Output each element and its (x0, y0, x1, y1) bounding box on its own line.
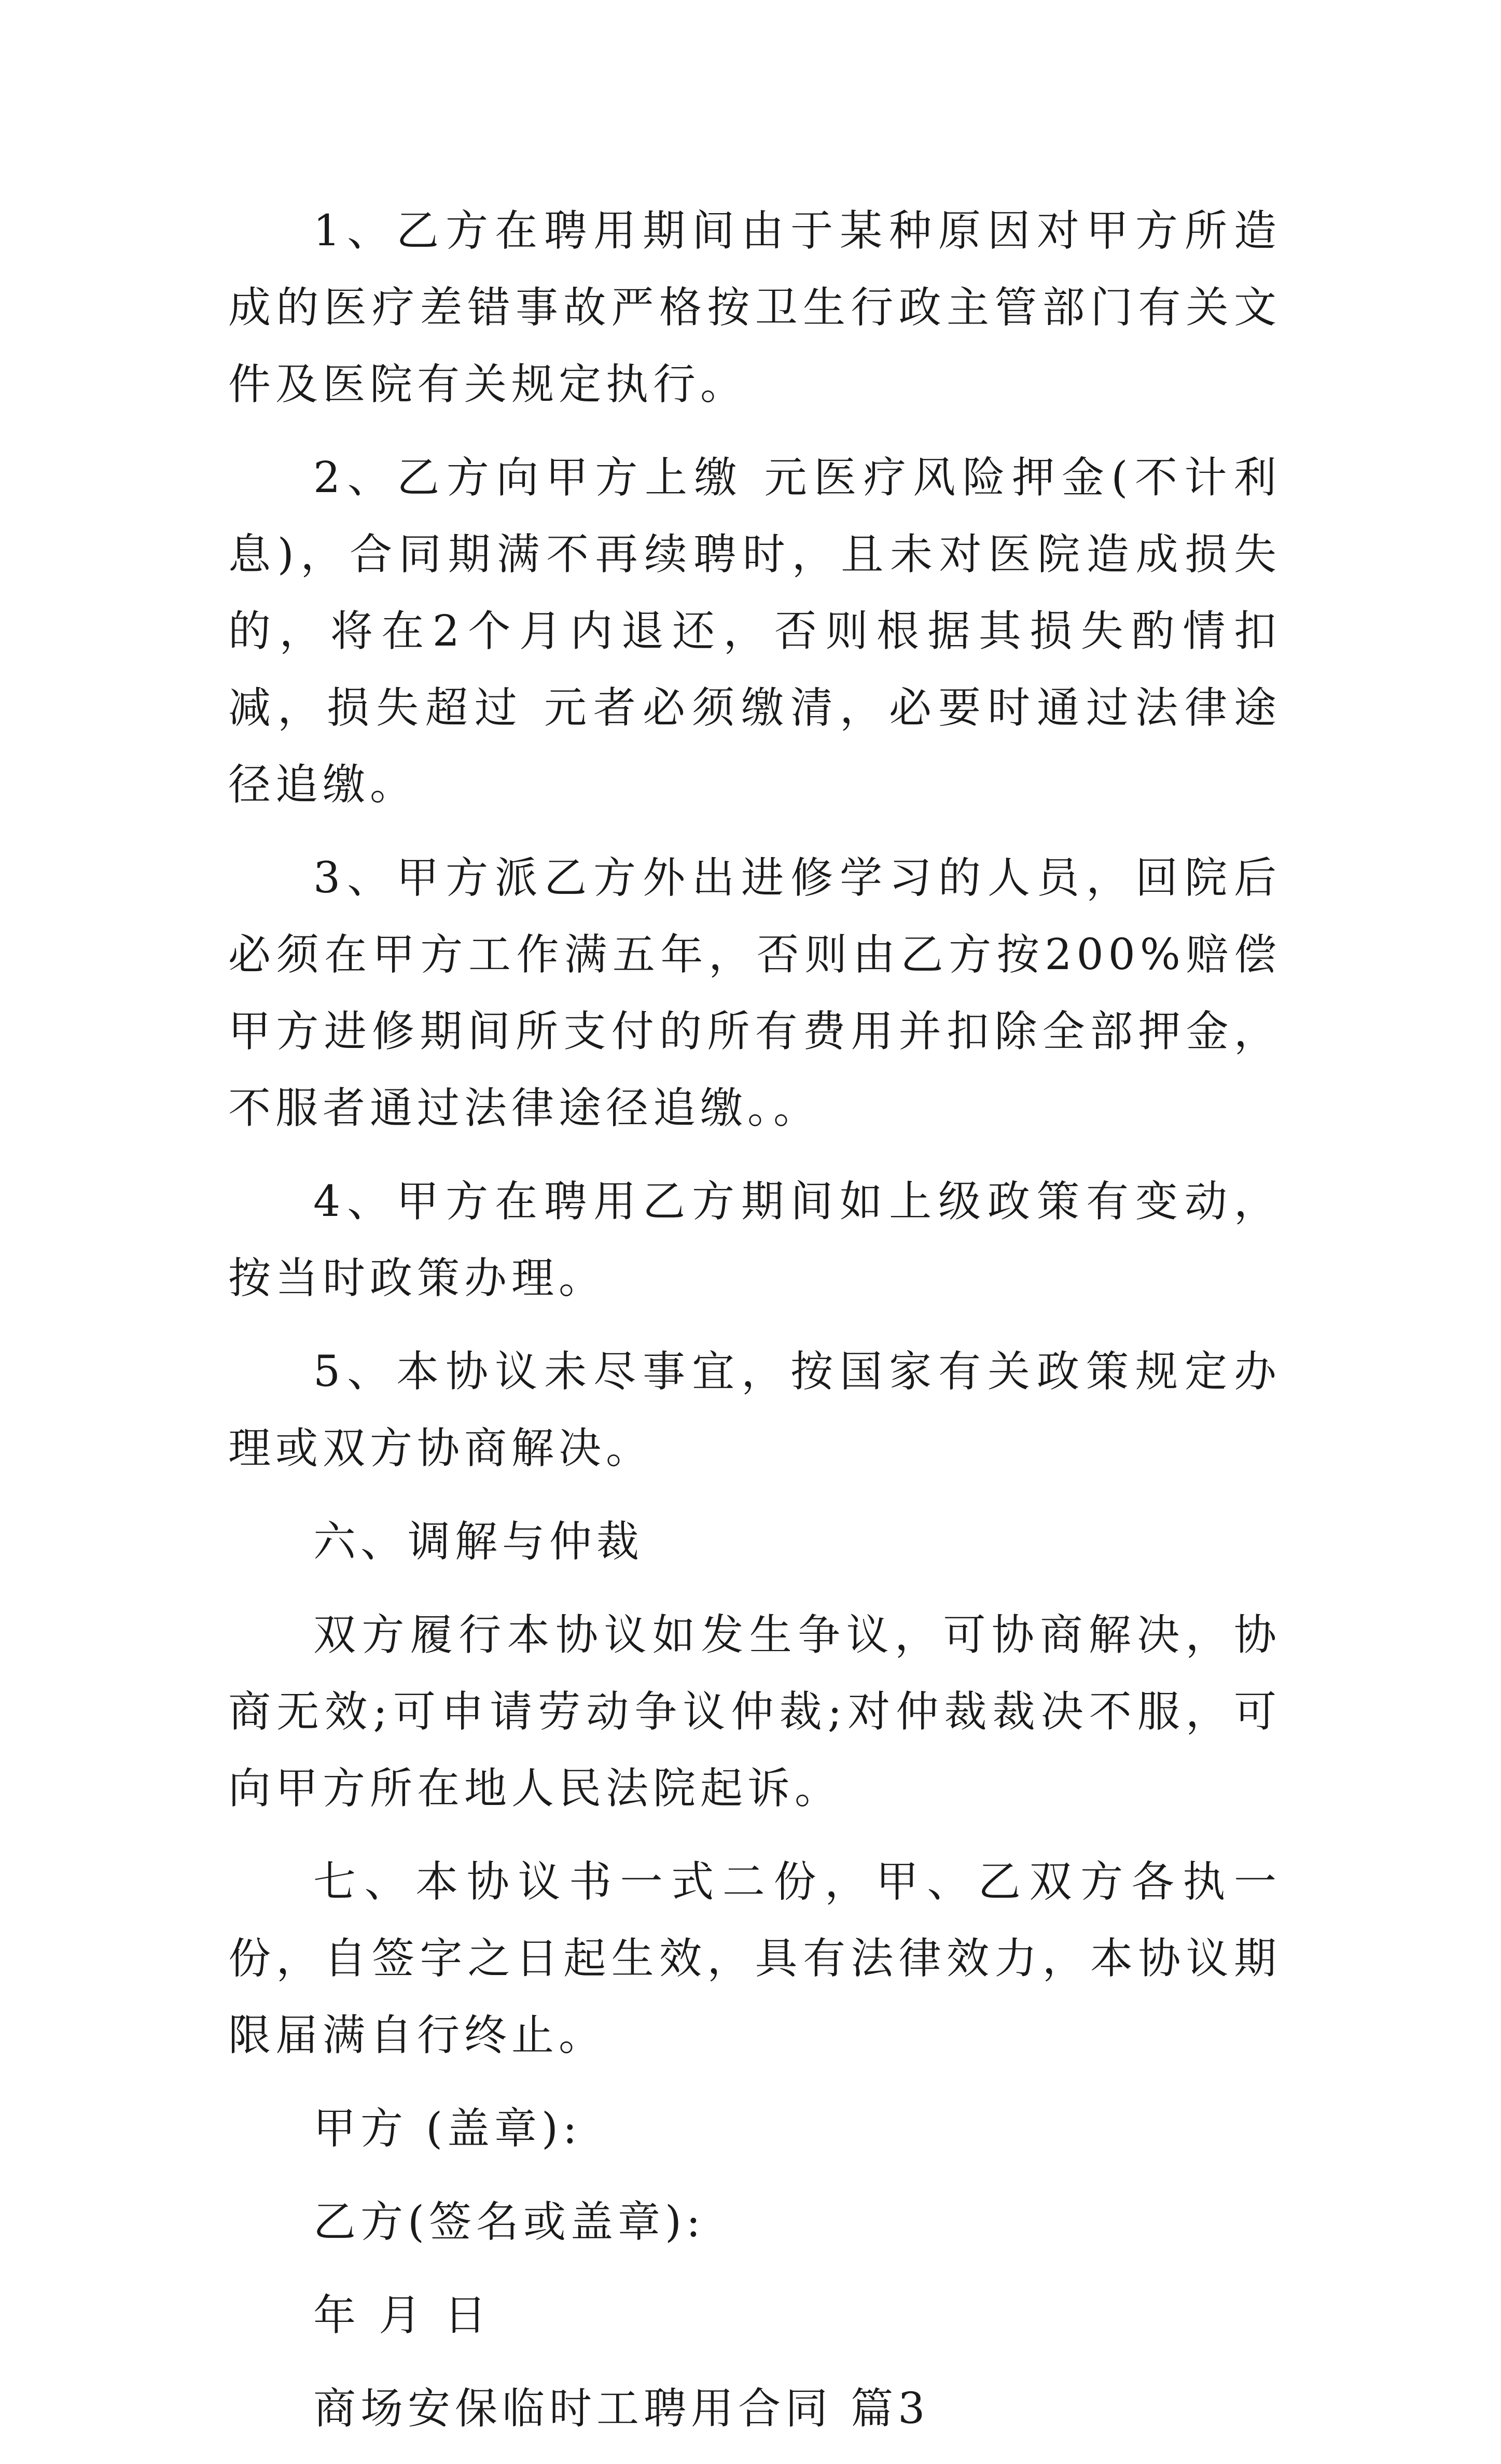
clause-1: 1、乙方在聘用期间由于某种原因对甲方所造成的医疗差错事故严格按卫生行政主管部门有关文件及医院有关规定执行。 (228, 206, 1281, 409)
section-seven-text: 七、本协议书一式二份，甲、乙双方各执一份，自签字之日起生效，具有法律效力，本协议期限届满自行终止。 (228, 1857, 1281, 2060)
next-section-title: 商场安保临时工聘用合同 篇3 (313, 2384, 930, 2433)
date-line: 年 月 日 (313, 2291, 492, 2340)
document-body (228, 193, 1281, 2464)
section-heading-mediation: 六、调解与仲裁 (313, 1517, 644, 1566)
clause-5: 5、本协议未尽事宜，按国家有关政策规定办理或双方协商解决。 (228, 1347, 1281, 1473)
clause-3: 3、甲方派乙方外出进修学习的人员，回院后必须在甲方工作满五年，否则由乙方按200%赔偿甲方进修期间所支付的所有费用并扣除全部押金，不服者通过法律途径追缴。。 (228, 853, 1281, 1133)
clause-2: 2、乙方向甲方上缴 元医疗风险押金(不计利息)，合同期满不再续聘时，且未对医院造成损失的，将在2个月内退还，否则根据其损失酌情扣减，损失超过 元者必须缴清，必要时通过法律途径追缴。 (228, 453, 1281, 809)
party-b-signature-line: 乙方(签名或盖章): (313, 2197, 705, 2247)
clause-4: 4、甲方在聘用乙方期间如上级政策有变动，按当时政策办理。 (228, 1177, 1281, 1303)
mediation-text: 双方履行本协议如发生争议，可协商解决，协商无效;可申请劳动争议仲裁;对仲裁裁决不服，可向甲方所在地人民法院起诉。 (228, 1611, 1281, 1813)
party-a-seal-line: 甲方 (盖章): (313, 2104, 582, 2153)
